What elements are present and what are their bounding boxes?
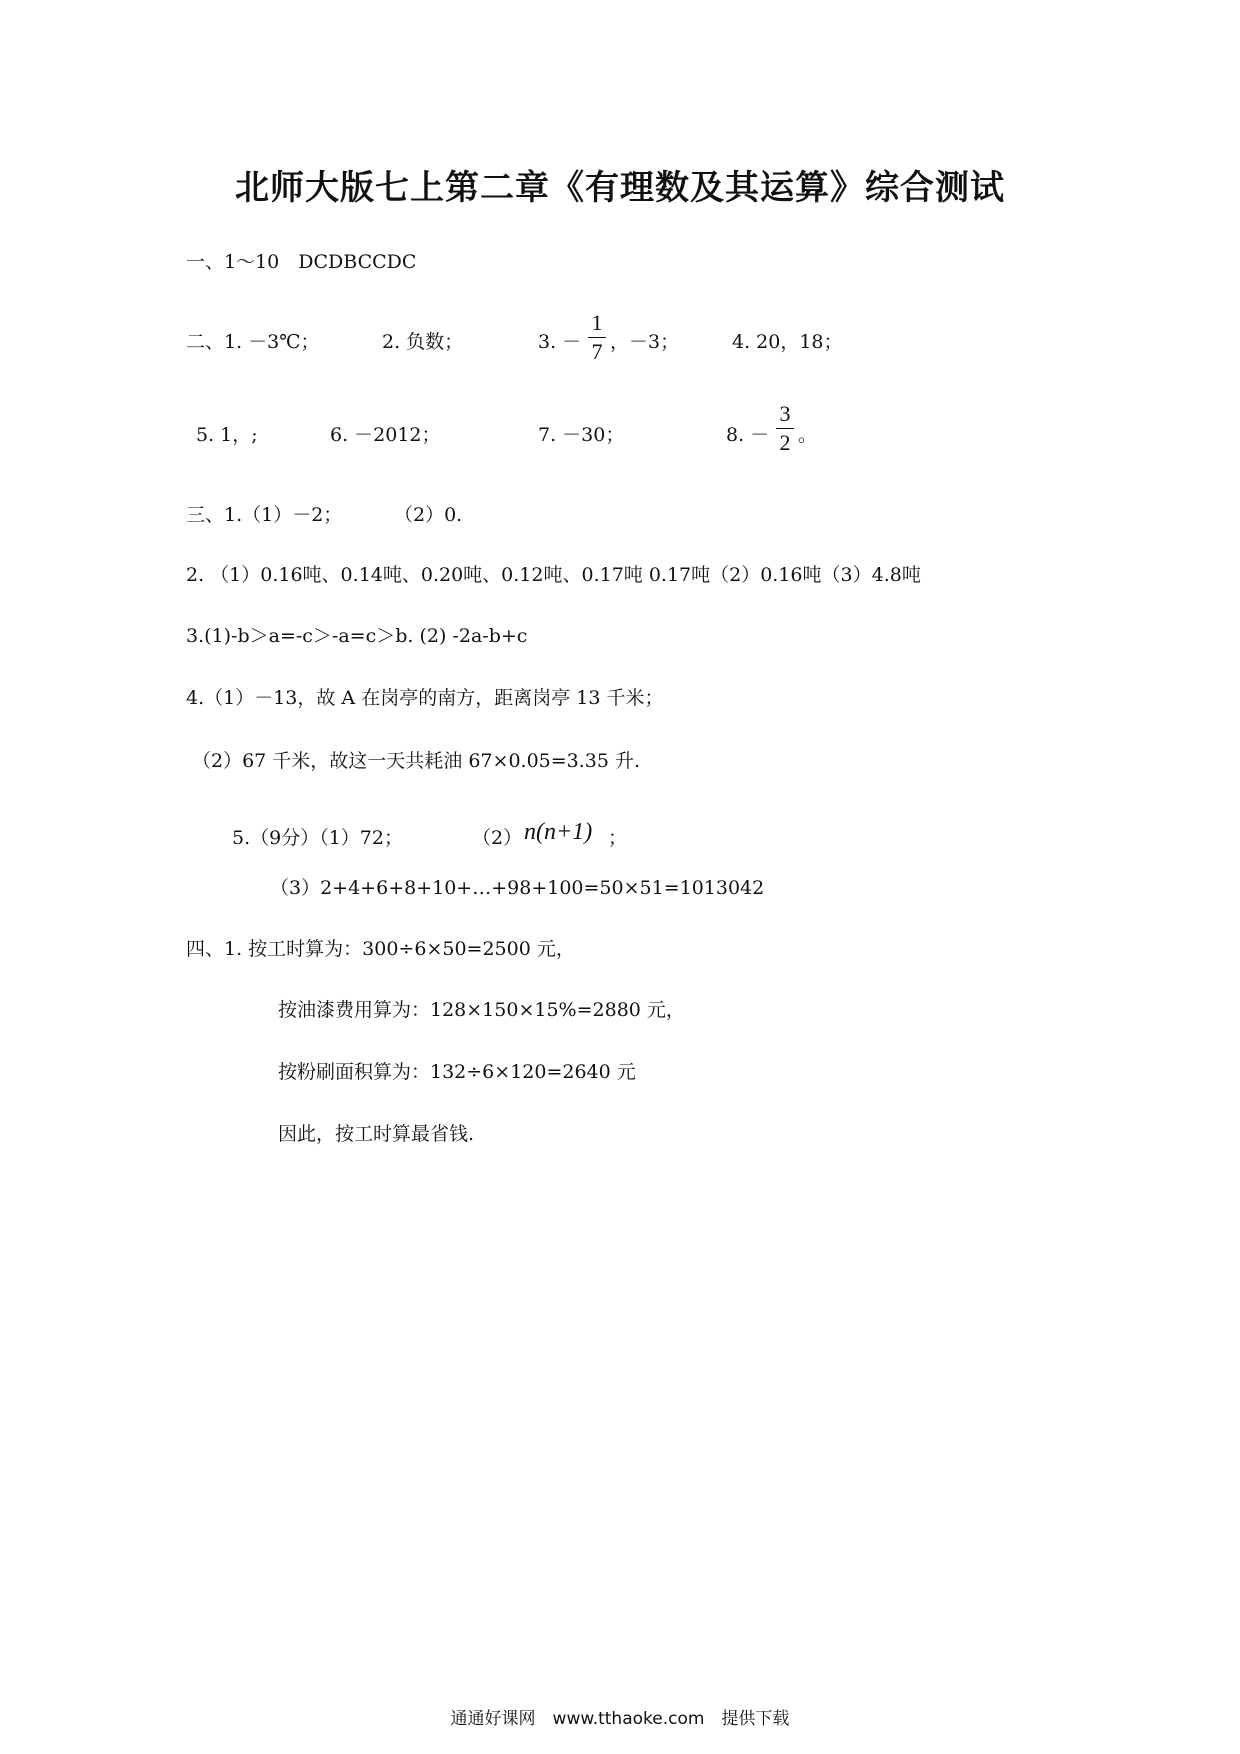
section-1-answers: 一、1～10 DCDBCCDC bbox=[186, 251, 417, 273]
s2-q3-prefix: 3. － bbox=[538, 331, 582, 353]
section-3-q4-part1: 4.（1）－13，故 A 在岗亭的南方，距离岗亭 13 千米； bbox=[186, 687, 664, 709]
section-3-q4-part2: （2）67 千米，故这一天共耗油 67×0.05=3.35 升. bbox=[192, 750, 641, 772]
s3-q5-semicolon: ； bbox=[608, 827, 628, 849]
section-3-q3: 3.(1)-b＞a=-c＞-a=c＞b. (2) -2a-b+c bbox=[186, 625, 528, 647]
s3-q5-part2: （2） bbox=[472, 827, 523, 849]
section-3-q5 bbox=[232, 819, 932, 856]
page-title: 北师大版七上第二章《有理数及其运算》综合测试 bbox=[235, 168, 1005, 208]
s2-q7: 7. －30； bbox=[538, 424, 625, 446]
s3-q5-part1: 5.（9分）（1）72； bbox=[232, 827, 403, 849]
section-4-line-4: 因此，按工时算最省钱. bbox=[278, 1123, 475, 1145]
s2-q2: 2. 负数； bbox=[382, 331, 464, 353]
section-3-q2: 2. （1）0.16吨、0.14吨、0.20吨、0.12吨、0.17吨 0.17吨（2）0.16吨（3）4.8吨 bbox=[186, 564, 921, 586]
page-footer: 通通好课网 www.tthaoke.com 提供下载 bbox=[450, 1709, 790, 1729]
fraction-bar bbox=[776, 428, 794, 429]
s2-q8-prefix: 8. － bbox=[726, 424, 770, 446]
section-3-q5-part3: （3）2+4+6+8+10+…+98+100=50×51=1013042 bbox=[270, 877, 765, 899]
s2-q3-fraction bbox=[588, 310, 606, 365]
s2-q1: 二、1. －3℃； bbox=[186, 331, 320, 353]
s2-q3-suffix: ，－3； bbox=[610, 331, 680, 353]
section-4-line-2: 按油漆费用算为：128×150×15%=2880 元， bbox=[278, 999, 685, 1021]
section-2-row-2 bbox=[196, 401, 1096, 483]
s2-q3-numerator: 1 bbox=[591, 310, 603, 335]
section-4-line-1: 四、1. 按工时算为：300÷6×50=2500 元， bbox=[186, 938, 575, 960]
s2-q8-numerator: 3 bbox=[779, 401, 791, 426]
s2-q8-fraction bbox=[776, 401, 794, 456]
s3-q1-part1: 三、1.（1）－2； bbox=[186, 504, 343, 526]
s2-q8-suffix: 。 bbox=[798, 424, 818, 446]
s3-q5-formula: n(n+1) bbox=[524, 819, 593, 845]
s3-q1-part2: （2）0. bbox=[394, 504, 463, 526]
s2-q4: 4. 20，18； bbox=[732, 331, 843, 353]
section-3-q1 bbox=[186, 503, 786, 533]
section-2-row-1 bbox=[186, 310, 1086, 390]
s2-q3-denominator: 7 bbox=[591, 339, 603, 364]
s2-q8-denominator: 2 bbox=[779, 430, 791, 455]
fraction-bar bbox=[588, 337, 606, 338]
s2-q5: 5. 1，; bbox=[196, 424, 258, 446]
section-4-line-3: 按粉刷面积算为：132÷6×120=2640 元 bbox=[278, 1061, 636, 1083]
s2-q6: 6. －2012； bbox=[330, 424, 441, 446]
